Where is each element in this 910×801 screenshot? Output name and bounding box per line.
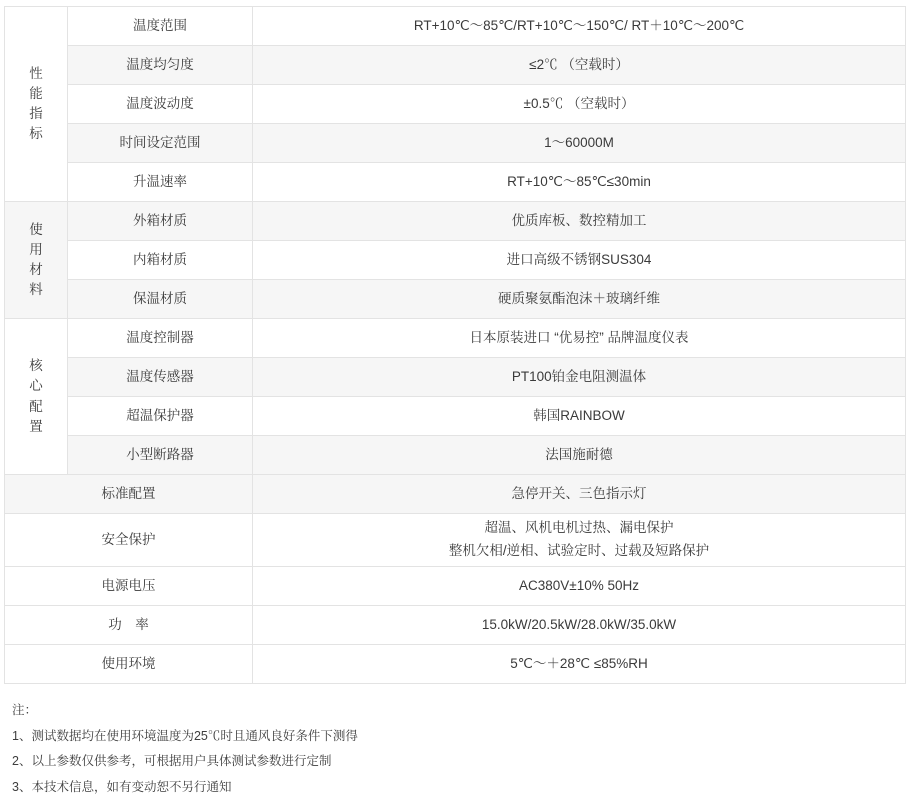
row-label: 温度波动度 [68, 85, 253, 124]
row-label: 升温速率 [68, 163, 253, 202]
row-label: 电源电压 [5, 567, 253, 606]
table-row [5, 436, 906, 475]
row-label: 温度均匀度 [68, 46, 253, 85]
group-label: 使用材料 [29, 221, 43, 298]
group-label: 核心配置 [29, 358, 43, 434]
row-value: RT+10℃～85℃/RT+10℃～150℃/ RT＋10℃～200℃ [253, 7, 906, 46]
row-value: 优质库板、数控精加工 [253, 202, 906, 241]
row-label: 标准配置 [5, 475, 253, 514]
table-row [5, 124, 906, 163]
row-label: 温度传感器 [68, 358, 253, 397]
table-row [5, 7, 906, 46]
table-row [5, 163, 906, 202]
row-label: 内箱材质 [68, 241, 253, 280]
row-label: 功 率 [5, 606, 253, 645]
row-label: 保温材质 [68, 280, 253, 319]
row-label: 温度范围 [68, 7, 253, 46]
table-row [5, 358, 906, 397]
row-value: 5℃～＋28℃ ≤85%RH [253, 645, 906, 684]
group-cell-performance [5, 7, 68, 202]
row-value: 1～60000M [253, 124, 906, 163]
note-item: 3、本技术信息，如有变动恕不另行通知 [12, 779, 232, 794]
group-cell-materials [5, 202, 68, 319]
row-value: PT100铂金电阻测温体 [253, 358, 906, 397]
value-lines [253, 517, 905, 563]
row-value [253, 514, 906, 567]
note-item: 1、测试数据均在使用环境温度为25℃时且通风良好条件下测得 [12, 728, 358, 743]
table-row [5, 645, 906, 684]
row-value: 硬质聚氨酯泡沫＋玻璃纤维 [253, 280, 906, 319]
group-cell-core-config [5, 319, 68, 475]
row-value: 进口高级不锈钢SUS304 [253, 241, 906, 280]
row-label: 小型断路器 [68, 436, 253, 475]
note-item: 2、以上参数仅供参考，可根据用户具体测试参数进行定制 [12, 754, 332, 769]
table-row [5, 319, 906, 358]
spec-sheet [0, 6, 910, 801]
table-row [5, 397, 906, 436]
row-label: 温度控制器 [68, 319, 253, 358]
row-value: 日本原装进口 “优易控” 品牌温度仪表 [253, 319, 906, 358]
table-row [5, 514, 906, 567]
row-value: 韩国RAINBOW [253, 397, 906, 436]
row-value: RT+10℃～85℃≤30min [253, 163, 906, 202]
table-row [5, 567, 906, 606]
table-body [5, 7, 906, 684]
group-label: 性能指标 [29, 65, 43, 142]
table-row [5, 202, 906, 241]
row-value: ±0.5℃ （空载时） [253, 85, 906, 124]
row-value: AC380V±10% 50Hz [253, 567, 906, 606]
table-row [5, 606, 906, 645]
value-line: 整机欠相/逆相、试验定时、过载及短路保护 [448, 543, 710, 558]
row-label: 安全保护 [5, 514, 253, 567]
row-value: 15.0kW/20.5kW/28.0kW/35.0kW [253, 606, 906, 645]
notes-section [12, 698, 900, 801]
table-row [5, 475, 906, 514]
table-row [5, 46, 906, 85]
row-label: 超温保护器 [68, 397, 253, 436]
row-value: 急停开关、三色指示灯 [253, 475, 906, 514]
row-value: 法国施耐德 [253, 436, 906, 475]
row-label: 时间设定范围 [68, 124, 253, 163]
table-row [5, 280, 906, 319]
table-row [5, 85, 906, 124]
specification-table [4, 6, 906, 684]
row-label: 外箱材质 [68, 202, 253, 241]
row-value: ≤2℃ （空载时） [253, 46, 906, 85]
table-row [5, 241, 906, 280]
row-label: 使用环境 [5, 645, 253, 684]
notes-title: 注： [12, 703, 38, 717]
value-line: 超温、风机电机过热、漏电保护 [484, 520, 674, 536]
